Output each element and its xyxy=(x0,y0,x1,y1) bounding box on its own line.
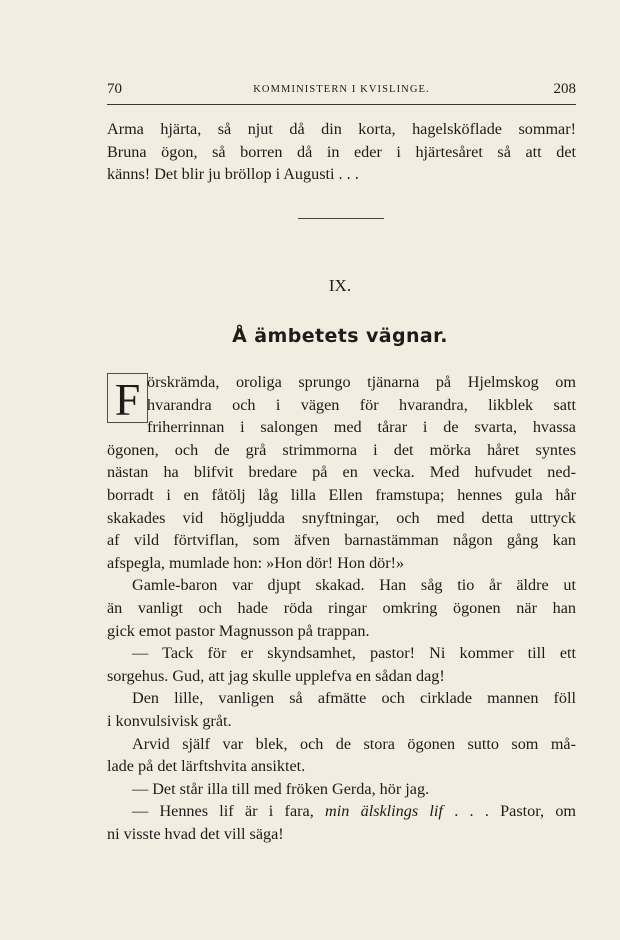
text-line: — Tack för er skyndsamhet, pastor! Ni kommer till ett xyxy=(132,644,576,663)
text-line: ni visste hvad det vill säga! xyxy=(107,824,284,843)
text-line xyxy=(107,800,576,823)
chapter-number: IX. xyxy=(328,276,352,295)
text-line: nästan ha blifvit bredare på en vecka. Med hufvudet ned- xyxy=(107,463,576,482)
text-line: friherrinnan i salongen med tårar i de svarta, hvassa xyxy=(147,418,576,437)
text-line: skakades vid högljudda snyftningar, och med detta uttryck xyxy=(107,508,576,527)
chapter-title: Å ämbetets vägnar. xyxy=(232,325,448,347)
text-line: sorgehus. Gud, att jag skulle upplefva en sådan dag! xyxy=(107,666,445,685)
text-line: lade på det lärftshvita ansiktet. xyxy=(107,757,306,776)
text-line: Gamle-baron var djupt skakad. Han såg tio år äldre ut xyxy=(132,576,576,595)
text-line: af vild förtviflan, som äfven barnastämman någon gång kan xyxy=(107,531,576,550)
section-divider xyxy=(298,218,384,219)
text-line: — Det står illa till med fröken Gerda, hör jag. xyxy=(132,779,430,798)
italic-segment: min älsklings lif xyxy=(325,802,443,821)
text-segment: . . . Pastor, om xyxy=(454,802,577,821)
text-line: känns! Det blir ju bröllop i Augusti . . . xyxy=(107,165,359,184)
text-line: Arvid själf var blek, och de stora ögonen sutto som må- xyxy=(132,734,576,753)
text-segment: — Hennes lif är i fara, xyxy=(132,802,314,821)
running-title: KOMMINISTERN I KVISLINGE. xyxy=(253,84,430,95)
text-line: borradt i en fåtölj låg lilla Ellen framstupa; hennes gula hår xyxy=(107,485,576,504)
text-line: örskrämda, oroliga sprungo tjänarna på Hjelmskog om xyxy=(147,373,576,391)
text-line: i konvulsivisk gråt. xyxy=(107,711,232,730)
page-number-left: 70 xyxy=(107,81,122,97)
text-line: hvarandra och i vägen för hvarandra, likblek satt xyxy=(147,395,576,414)
page-number-right: 208 xyxy=(553,81,576,97)
opening-paragraph xyxy=(107,118,576,186)
text-line: än vanligt och hade röda ringar omkring ögonen när han xyxy=(107,598,576,617)
text-line: ögonen, och de grå strimmorna i det mörka håret syntes xyxy=(107,440,576,459)
running-header xyxy=(107,80,576,105)
text-line: afspegla, mumlade hon: »Hon dör! Hon dör!» xyxy=(107,553,405,572)
text-line: Den lille, vanligen så afmätte och cirklade mannen föll xyxy=(132,689,576,708)
drop-cap-text: F xyxy=(114,374,141,423)
chapter-body xyxy=(107,371,576,845)
text-line: gick emot pastor Magnusson på trappan. xyxy=(107,621,370,640)
text-line: Arma hjärta, så njut då din korta, hagelsköflade sommar! xyxy=(107,120,576,138)
text-line: Bruna ögon, så borren då in eder i hjärtesåret så att det xyxy=(107,142,576,161)
